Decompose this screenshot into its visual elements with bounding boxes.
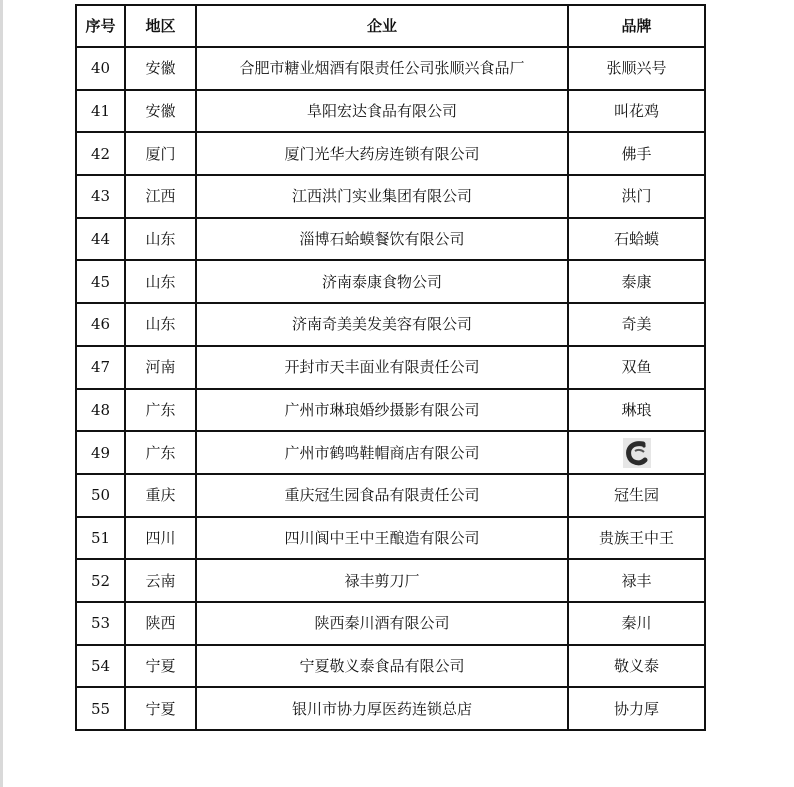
row-no-cell: 54 [76, 645, 125, 688]
row-brand-cell: 奇美 [568, 303, 705, 346]
row-brand-cell: 贵族王中王 [568, 517, 705, 560]
table-row [76, 175, 705, 218]
row-company-cell: 禄丰剪刀厂 [196, 559, 568, 602]
row-no-cell: 41 [76, 90, 125, 133]
row-brand-cell: 张顺兴号 [568, 47, 705, 90]
page-left-edge [0, 0, 3, 787]
table-row [76, 90, 705, 133]
row-brand-cell: 叫花鸡 [568, 90, 705, 133]
row-company-cell: 陕西秦川酒有限公司 [196, 602, 568, 645]
row-region-cell: 云南 [125, 559, 196, 602]
row-brand-cell: 敬义泰 [568, 645, 705, 688]
row-company-cell: 济南泰康食物公司 [196, 260, 568, 303]
row-company-cell: 宁夏敬义泰食品有限公司 [196, 645, 568, 688]
row-no-cell: 44 [76, 218, 125, 261]
row-brand-cell: 禄丰 [568, 559, 705, 602]
row-company-cell: 淄博石蛤蟆餐饮有限公司 [196, 218, 568, 261]
row-company-cell: 银川市协力厚医药连锁总店 [196, 687, 568, 730]
row-region-cell: 安徽 [125, 90, 196, 133]
row-no-cell: 49 [76, 431, 125, 474]
row-region-cell: 山东 [125, 218, 196, 261]
row-no-cell: 53 [76, 602, 125, 645]
row-region-cell: 宁夏 [125, 687, 196, 730]
row-region-cell: 四川 [125, 517, 196, 560]
header-company: 企业 [196, 5, 568, 47]
row-brand-cell: 琳琅 [568, 389, 705, 432]
table-row [76, 132, 705, 175]
row-company-cell: 合肥市糖业烟酒有限责任公司张顺兴食品厂 [196, 47, 568, 90]
row-no-cell: 51 [76, 517, 125, 560]
table-row [76, 559, 705, 602]
row-brand-cell: 秦川 [568, 602, 705, 645]
table-row [76, 645, 705, 688]
row-brand-cell: 冠生园 [568, 474, 705, 517]
row-company-cell: 江西洪门实业集团有限公司 [196, 175, 568, 218]
row-no-cell: 40 [76, 47, 125, 90]
row-no-cell: 43 [76, 175, 125, 218]
table-row [76, 431, 705, 474]
table-row [76, 218, 705, 261]
row-region-cell: 江西 [125, 175, 196, 218]
row-no-cell: 50 [76, 474, 125, 517]
crane-logo-icon [623, 438, 651, 468]
table-row [76, 389, 705, 432]
row-region-cell: 山东 [125, 303, 196, 346]
row-brand-cell: 泰康 [568, 260, 705, 303]
header-brand: 品牌 [568, 5, 705, 47]
row-no-cell: 52 [76, 559, 125, 602]
brand-table [75, 4, 706, 731]
row-brand-cell [568, 431, 705, 474]
row-company-cell: 重庆冠生园食品有限责任公司 [196, 474, 568, 517]
row-region-cell: 安徽 [125, 47, 196, 90]
row-no-cell: 42 [76, 132, 125, 175]
row-company-cell: 济南奇美美发美容有限公司 [196, 303, 568, 346]
row-company-cell: 广州市鹤鸣鞋帽商店有限公司 [196, 431, 568, 474]
row-company-cell: 阜阳宏达食品有限公司 [196, 90, 568, 133]
row-no-cell: 47 [76, 346, 125, 389]
row-brand-cell: 洪门 [568, 175, 705, 218]
table-row [76, 260, 705, 303]
row-region-cell: 广东 [125, 389, 196, 432]
row-region-cell: 广东 [125, 431, 196, 474]
row-region-cell: 河南 [125, 346, 196, 389]
table-row [76, 687, 705, 730]
row-no-cell: 48 [76, 389, 125, 432]
table-body [76, 47, 705, 730]
table-row [76, 517, 705, 560]
row-region-cell: 陕西 [125, 602, 196, 645]
row-company-cell: 厦门光华大药房连锁有限公司 [196, 132, 568, 175]
header-no: 序号 [76, 5, 125, 47]
row-company-cell: 广州市琳琅婚纱摄影有限公司 [196, 389, 568, 432]
table-row [76, 47, 705, 90]
table-row [76, 346, 705, 389]
row-brand-cell: 佛手 [568, 132, 705, 175]
table-row [76, 602, 705, 645]
row-region-cell: 重庆 [125, 474, 196, 517]
table-header-row [76, 5, 705, 47]
row-no-cell: 46 [76, 303, 125, 346]
header-region: 地区 [125, 5, 196, 47]
row-region-cell: 山东 [125, 260, 196, 303]
row-region-cell: 宁夏 [125, 645, 196, 688]
row-brand-cell: 石蛤蟆 [568, 218, 705, 261]
table-row [76, 303, 705, 346]
row-brand-cell: 双鱼 [568, 346, 705, 389]
row-brand-cell: 协力厚 [568, 687, 705, 730]
row-company-cell: 开封市天丰面业有限责任公司 [196, 346, 568, 389]
row-no-cell: 55 [76, 687, 125, 730]
row-no-cell: 45 [76, 260, 125, 303]
row-company-cell: 四川阆中王中王酿造有限公司 [196, 517, 568, 560]
table-row [76, 474, 705, 517]
row-region-cell: 厦门 [125, 132, 196, 175]
